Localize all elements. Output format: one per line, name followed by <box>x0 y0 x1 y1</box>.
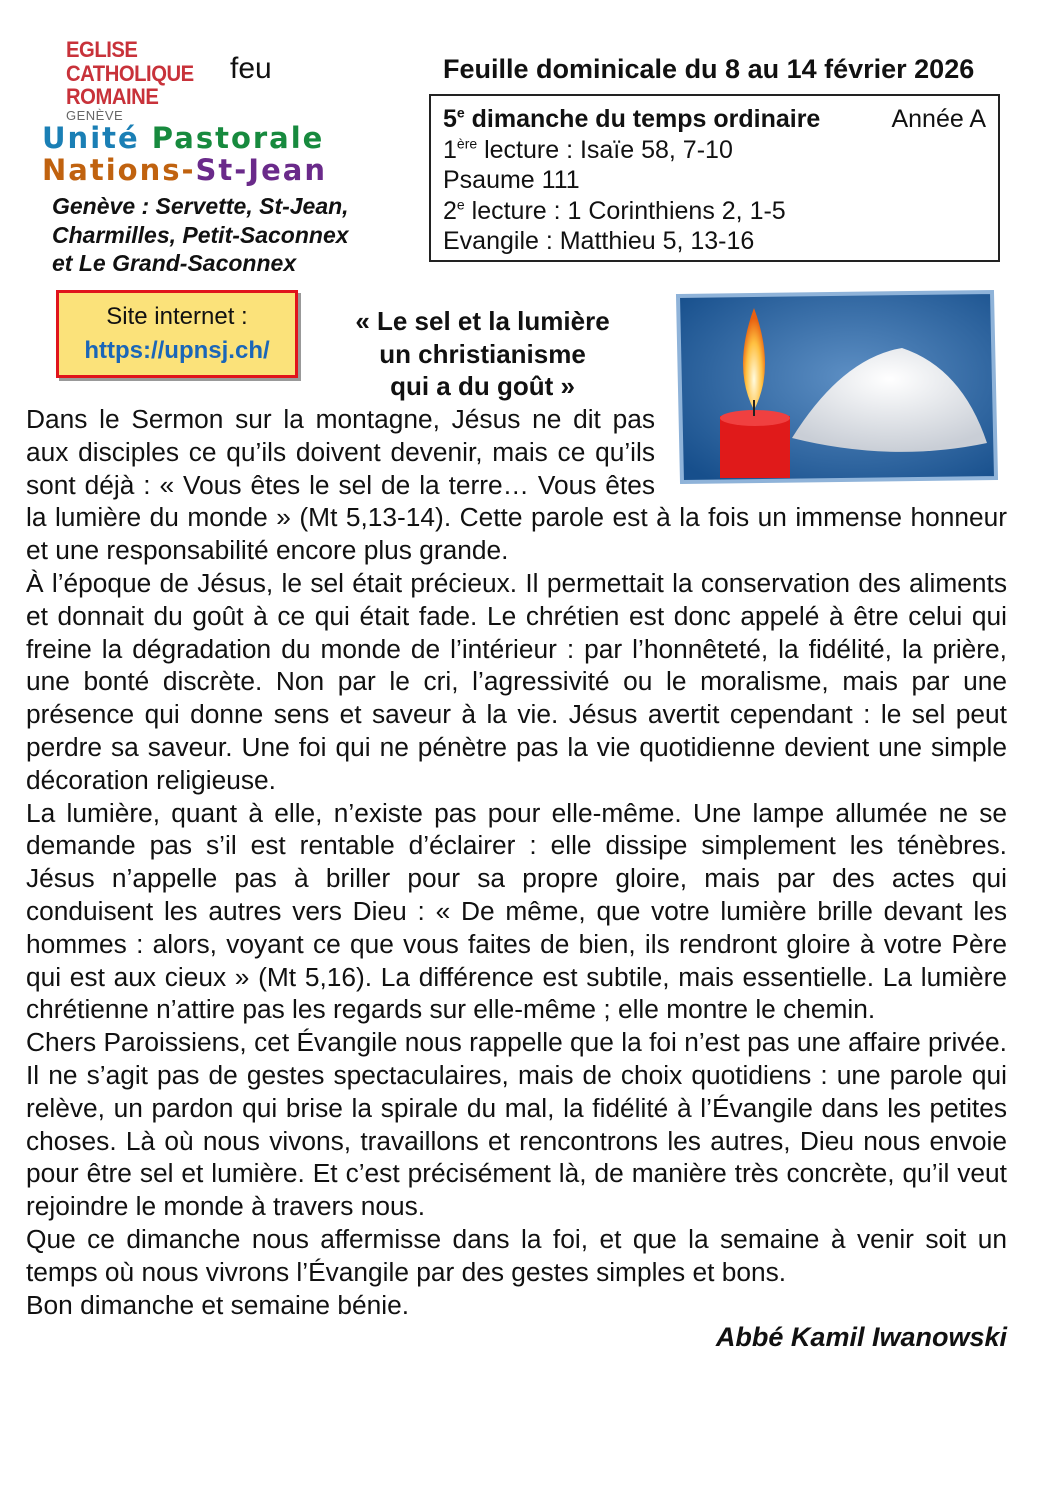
article-body <box>26 403 1007 1353</box>
logo-line: EGLISE <box>66 37 138 62</box>
heading-line: « Le sel et la lumière <box>355 306 610 336</box>
logo-word: Pastorale <box>151 121 325 155</box>
readings-box <box>429 94 1000 262</box>
gospel: Evangile : Matthieu 5, 13-16 <box>443 227 755 255</box>
second-reading <box>443 196 986 227</box>
logo-word: St-Jean <box>195 153 327 187</box>
unite-pastorale-logo <box>42 123 324 153</box>
sup: ère <box>456 135 478 152</box>
sunday-text: dimanche du temps ordinaire <box>464 105 821 133</box>
logo-word: Nations- <box>42 153 196 187</box>
paragraph: À l’époque de Jésus, le sel était précieux. Il permettait la conservation des aliments et donnait du goût à ce qui était fade. Le chrétien est donc appelé à être celui qui freine la dégradation du monde de l’intérieur : par l’honnêteté, la fidélité, la prière, une bonté discrète. Non par le cri, l’agressivité ou le moralisme, mais par une présence qui donne sens et saveur à la vie. Jésus avertit cependant : le sel peut perdre sa saveur. Une foi qui ne pénètre pas la vie quotidienne devient une simple décoration religieuse. <box>26 567 1007 795</box>
sunday-row <box>443 104 986 135</box>
parish-list <box>52 192 349 278</box>
sunday-line <box>443 104 820 135</box>
logo-word: Unité <box>42 121 140 155</box>
first-reading <box>443 135 986 166</box>
website-box <box>56 290 298 378</box>
website-label: Site internet : <box>106 303 248 330</box>
feu-text: feu <box>230 52 272 85</box>
nations-st-jean-logo <box>42 155 327 185</box>
logo-line: CATHOLIQUE <box>66 60 194 86</box>
signature: Abbé Kamil Iwanowski <box>715 1322 1007 1353</box>
parish-line: et Le Grand-Saconnex <box>52 250 297 276</box>
church-logo <box>66 38 194 109</box>
article-heading <box>330 305 635 403</box>
num: 2 <box>443 196 457 225</box>
psalm: Psaume 111 <box>443 166 580 194</box>
paragraph: Bon dimanche et semaine bénie. <box>26 1289 410 1320</box>
heading-line: qui a du goût » <box>390 371 575 401</box>
num: 5 <box>443 105 457 133</box>
reading-text: lecture : Isaïe 58, 7-10 <box>477 135 733 164</box>
paragraph: Que ce dimanche nous affermisse dans la foi, et que la semaine à venir soit un temps où nous vivrons l’Évangile par des gestes simples et bons. <box>26 1223 1007 1287</box>
image-spacer <box>655 403 1007 499</box>
heading-line: un christianisme <box>379 338 586 369</box>
liturgical-year: Année A <box>891 105 986 133</box>
parish-line: Genève : Servette, St-Jean, <box>52 193 349 219</box>
paragraph: La lumière, quant à elle, n’existe pas pour elle-même. Une lampe allumée ne se demande pas s’il est rentable d’éclairer : elle dissipe simplement les ténèbres. Jésus n’appelle pas à briller pour sa propre gloire, mais par des actes qui conduisent les autres vers Dieu : « De même, que votre lumière brille devant les hommes : alors, voyant ce que vous faites de bien, ils rendront gloire à votre Père qui est aux cieux » (Mt 5,16). La différence est subtile, mais essentielle. La lumière chrétienne n’attire pas les regards sur elle-même ; elle montre le chemin. <box>26 797 1007 1025</box>
sup: e <box>456 196 465 213</box>
reading-text: lecture : 1 Corinthiens 2, 1-5 <box>464 196 786 225</box>
website-link[interactable]: https://upnsj.ch/ <box>84 337 270 364</box>
parish-line: Charmilles, Petit-Saconnex <box>52 221 349 248</box>
sup: e <box>456 104 465 121</box>
paragraph: Chers Paroissiens, cet Évangile nous rappelle que la foi n’est pas une affaire privée. Il ne s’agit pas de gestes spectaculaires, mais de choix quotidiens : une parole qui relève, un pardon qui brise la spirale du mal, la fidélité à l’Évangile dans les petites choses. Là où nous vivons, travaillons et rencontrons les autres, Dieu nous envoie pour être sel et lumière. Et c’est précisément là, de manière très concrète, qu’il veut rejoindre le monde à travers nous. <box>26 1027 1007 1222</box>
page-title: Feuille dominicale du 8 au 14 février 2026 <box>443 54 975 84</box>
paragraph: Dans le Sermon sur la montagne, Jésus ne dit pas aux disciples ce qu’ils doivent devenir, mais ce qu’ils sont déjà : « Vous êtes le sel de la terre… Vous êtes la lumière du monde » (Mt 5,13-14). Cette parole est à la fois un immense honneur et une responsabilité encore plus grande. <box>26 404 1007 566</box>
logo-geneve: GENÈVE <box>66 108 124 123</box>
logo-line: ROMAINE <box>66 84 159 109</box>
num: 1 <box>443 135 457 164</box>
